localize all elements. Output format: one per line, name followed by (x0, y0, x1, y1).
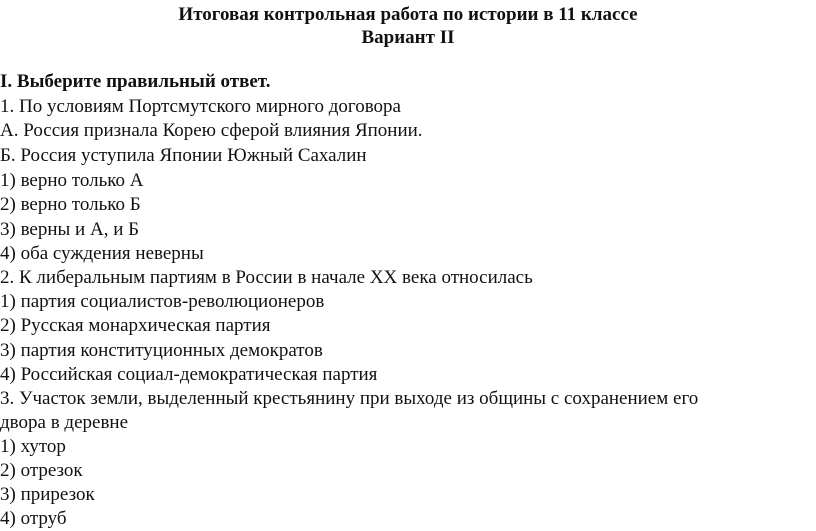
question-1-statement-b: Б. Россия уступила Японии Южный Сахалин (0, 145, 367, 166)
question-3-option-1: 1) хутор (0, 436, 66, 457)
question-3-text-line-2: двора в деревне (0, 412, 129, 433)
question-2-option-3: 3) партия конституционных демократов (0, 340, 323, 361)
question-1-option-1: 1) верно только А (0, 170, 144, 191)
question-1-option-3: 3) верны и А, и Б (0, 219, 140, 240)
question-3-option-3: 3) прирезок (0, 484, 95, 505)
question-1-statement-a: А. Россия признала Корею сферой влияния Японии. (0, 120, 423, 141)
question-3-option-4: 4) отруб (0, 508, 67, 529)
question-1-option-4: 4) оба суждения неверны (0, 243, 204, 264)
question-1-text: 1. По условиям Портсмутского мирного договора (0, 96, 401, 117)
question-2-option-4: 4) Российская социал-демократическая партия (0, 364, 378, 385)
question-2-option-1: 1) партия социалистов-революционеров (0, 291, 325, 312)
variant-title: Вариант II (361, 27, 455, 48)
section-heading: I. Выберите правильный ответ. (0, 71, 271, 92)
document-title: Итоговая контрольная работа по истории в 11 классе (178, 4, 638, 25)
question-3-text-line-1: 3. Участок земли, выделенный крестьянину при выходе из общины с сохранением его (0, 388, 699, 409)
question-3-option-2: 2) отрезок (0, 460, 83, 481)
question-2-option-2: 2) Русская монархическая партия (0, 315, 271, 336)
question-1-option-2: 2) верно только Б (0, 194, 141, 215)
question-2-text: 2. К либеральным партиям в России в начале XX века относилась (0, 267, 533, 288)
